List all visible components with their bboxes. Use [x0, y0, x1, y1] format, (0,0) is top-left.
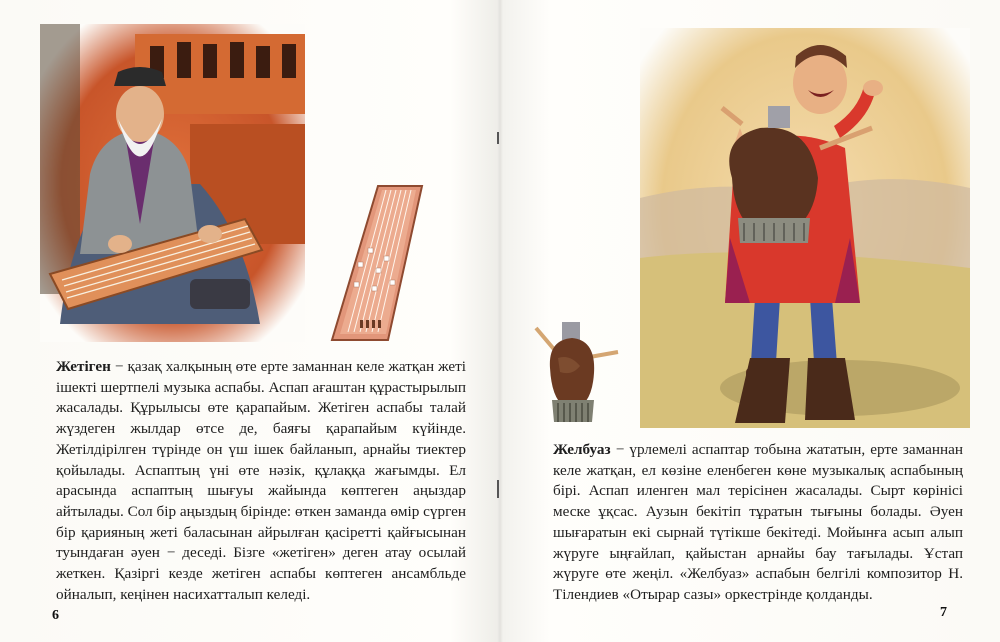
- gutter-mark-bottom: [497, 480, 499, 498]
- gutter-mark-top: [497, 132, 499, 144]
- zhetigen-text: − қазақ халқының өте ерте заманнан келе жатқан жеті ішекті шертпелі музыка аспабы. Аспап ағаштан құрастырылып жасалады. Құрылысы өте қарапайым. Жетіген аспабы талай жүздеген жылдар өтсе де, баяғы қарапайым күйінде. Жетілдірілген түрінде он үш ішек байланып, арнайы тиектер қойылады. Аспаптың үні өте нәзік, құлаққа жағымды. Ел арасында аспаптың шығуы жайында көптеген аңыздар айтылады. Сол бір аңыздың бірінде: өткен заманда өмір сүрген бір қарияның жеті баласынан айрылған қасіретті қайғысынан туындаған әуен − деседі. Бізге «жетіген» деген атау осылай жеткен. Қазіргі кезде жетіген аспабы көптеген ансамбльде ойналып, кеңінен насихатталып келеді.: [56, 358, 466, 603]
- zhelbuaz-text: − үрлемелі аспаптар тобына жататын, ерте заманнан келе жатқан, ел көзіне еленбеген көне музыкалық аспабының бірі. Аспап иленген мал терісінен жасалады. Сырт көрінісі меске ұқсас. Аузын бекітіп тұратын тығыны болады. Әуен шығаратын екі сырнай түтікше бекітеді. Мойынға асып алып жүруге ыңғайлап, қайыстан арнайы бау тағылады. Ұстап жүруге өте жеңіл. «Желбуаз» аспабын белгілі композитор Н. Тілендиев «Отырар сазы» оркестрінде қолданды.: [553, 441, 963, 603]
- zhelbuaz-player-illustration: [640, 28, 970, 428]
- zhetigen-description: [56, 357, 466, 605]
- zhetigen-instrument-illustration: [328, 182, 428, 344]
- zhelbuaz-term: Желбуаз: [553, 441, 611, 458]
- page-number-left: 6: [52, 608, 59, 623]
- zhelbuaz-instrument-illustration: [522, 318, 622, 430]
- right-page: [500, 0, 1000, 642]
- page-number-right: 7: [940, 605, 947, 620]
- zhetigen-player-illustration: [40, 24, 305, 342]
- zhetigen-term: Жетіген: [56, 358, 111, 375]
- zhelbuaz-description: [553, 440, 963, 606]
